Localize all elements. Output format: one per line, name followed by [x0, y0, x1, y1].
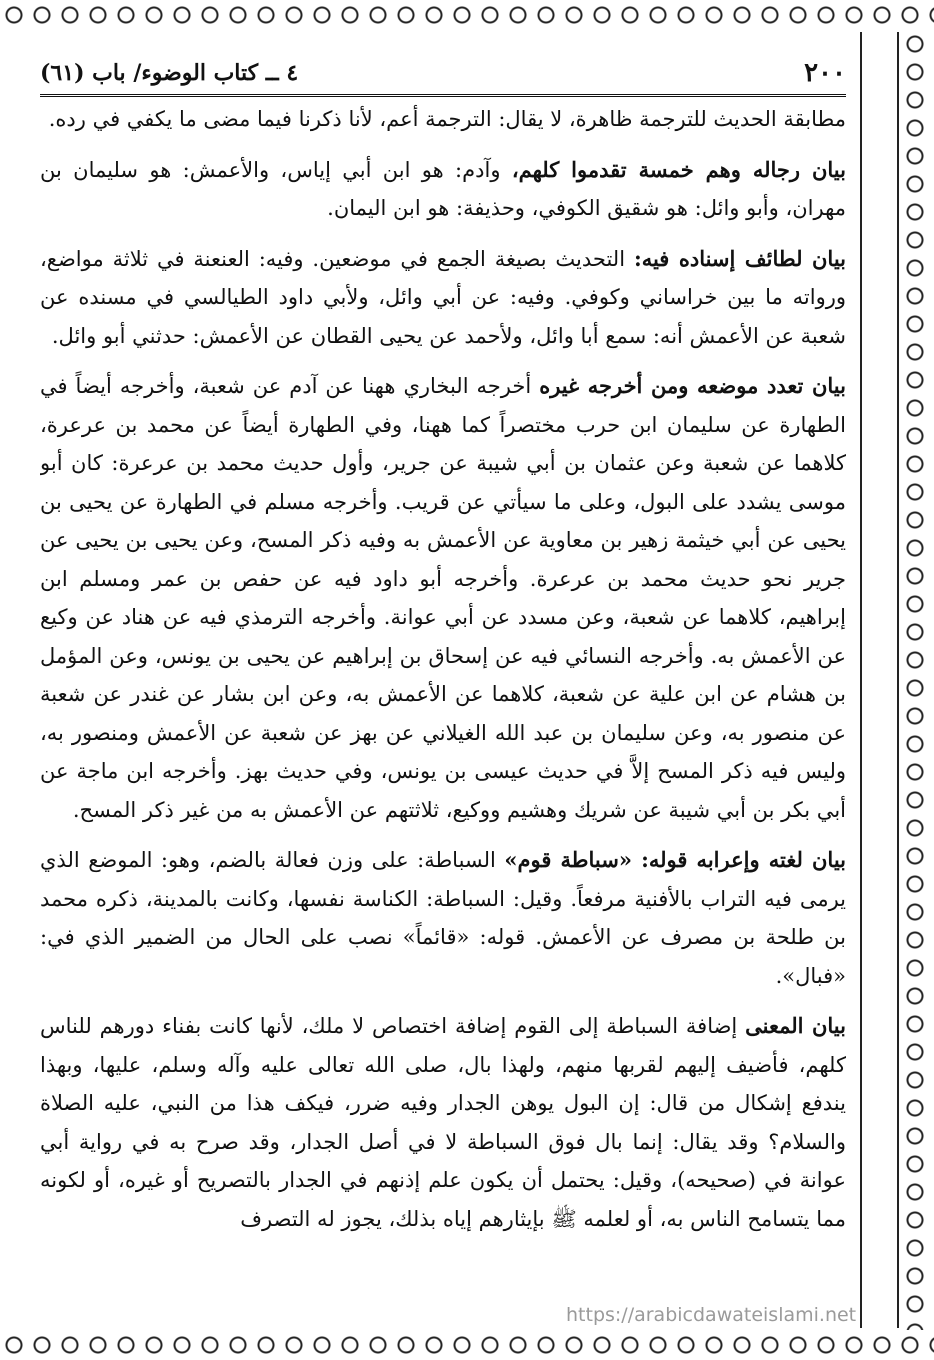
running-title: ٤ ــ كتاب الوضوء/ باب (٦١): [40, 60, 299, 86]
paragraph-meaning: [40, 1007, 846, 1238]
paragraph-text: التحديث بصيغة الجمع في موضعين. وفيه: العنعنة في ثلاثة مواضع، ورواته ما بين خراساني وكوفي. وفيه: عن أبي وائل، ولأبي داود الطيالسي في مسنده عن شعبة عن الأعمش أنه: سمع أبا وائل، ولأحمد عن يحيى القطان عن الأعمش: حدثني أبو وائل.: [40, 246, 846, 348]
watermark-url: https://arabicdawateislami.net: [566, 1304, 857, 1326]
page-header: [40, 52, 846, 97]
decorative-border-bottom: [0, 1330, 934, 1360]
paragraph-sources: [40, 367, 846, 829]
page-body: [40, 100, 846, 1320]
paragraph-lead: بيان تعدد موضعه ومن أخرجه غيره: [539, 373, 846, 398]
paragraph-text: مطابقة الحديث للترجمة ظاهرة، لا يقال: الترجمة أعم، لأنا ذكرنا فيما مضى ما يكفي في رده.: [48, 107, 846, 131]
paragraph-text: أخرجه البخاري ههنا عن آدم عن شعبة، وأخرجه أيضاً في الطهارة عن سليمان ابن حرب مختصراً كما ههنا، وفي الطهارة أيضاً عن محمد بن عرعرة، كلاهما عن شعبة وعن عثمان بن أبي شيبة عن جرير، وأول حديث محمد بن عرعرة: كان أبو موسى يشدد على البول، وعلى ما سيأتي عن قريب. وأخرجه مسلم في الطهارة عن يحيى بن يحيى عن أبي خيثمة زهير بن معاوية عن الأعمش به وفيه ذكر المسح، وعن يحيى بن يحيى عن جرير نحو حديث محمد بن عرعرة. وأخرجه أبو داود فيه عن حفص بن عمر ومسلم ابن إبراهيم، كلاهما عن شعبة، وعن مسدد عن أبي عوانة. وأخرجه الترمذي فيه عن هناد عن وكيع عن الأعمش به. وأخرجه النسائي فيه عن إسحاق بن إبراهيم عن يحيى بن يونس، وعن المؤمل بن هشام عن ابن علية عن شعبة، كلاهما عن الأعمش به، وعن ابن بشار عن غندر عن شعبة عن منصور به، وعن سليمان بن عبد الله الغيلاني عن بهز عن شعبة عن الأعمش ومنصور به، وليس فيه ذكر المسح إلاَّ في حديث عيسى بن يونس، وفي حديث بهز. وأخرجه ابن ماجة عن أبي بكر بن أبي شيبة عن شريك وهشيم ووكيع، ثلاثتهم عن الأعمش به من غير ذكر المسح.: [40, 374, 846, 822]
paragraph-text: وآدم: هو ابن أبي إياس، والأعمش: هو سليمان بن مهران، وأبو وائل: هو شقيق الكوفي، وحذيفة: هو ابن اليمان.: [40, 157, 846, 220]
paragraph-chain-features: [40, 240, 846, 356]
decorative-border-right: [900, 30, 930, 1330]
paragraph-lead: بيان لطائف إسناده فيه:: [633, 245, 846, 271]
paragraph-intro: [40, 100, 846, 139]
frame-rule-outer: [897, 32, 899, 1328]
paragraph-lead: بيان المعنى: [745, 1013, 846, 1038]
page-number: ٢٠٠: [804, 58, 846, 88]
paragraph-text: إضافة السباطة إلى القوم إضافة اختصاص لا ملك، لأنها كانت بفناء دورهم للناس كلهم، فأضيف إليهم لقربها منهم، ولهذا بال، صلى الله تعالى عليه وآله وسلم، عليها، وبهذا يندفع إشكال من قال: إن البول يوهن الجدار وفيه ضرر، فيكف هذا من النبي، عليه الصلاة والسلام؟ وقد يقال: إنما بال فوق السباطة لا في أصل الجدار، وقد صرح به في رواية أبي عوانة في (صحيحه)، وقيل: يحتمل أن يكون علم إذنهم في الجدار بالتصريح أو غيره، أو لكونه مما يتسامح الناس به، أو لعلمه ﷺ بإيثارهم إياه بذلك، يجوز له التصرف: [40, 1014, 846, 1231]
decorative-border-top: [0, 0, 934, 30]
paragraph-language: [40, 841, 846, 995]
paragraph-lead: بيان رجاله وهم خمسة تقدموا كلهم،: [511, 156, 846, 182]
frame-rule-inner: [860, 32, 862, 1328]
paragraph-lead: بيان لغته وإعرابه قوله: «سباطة قوم»: [504, 847, 846, 872]
paragraph-narrators: [40, 151, 846, 228]
paragraph-text: السباطة: على وزن فعالة بالضم، وهو: الموضع الذي يرمى فيه التراب بالأفنية مرفعاً. وقيل: السباطة: الكناسة نفسها، وكانت بالمدينة، ذكره محمد بن طلحة بن مصرف عن الأعمش. قوله: «قائماً» نصب على الحال من الضمير الذي في: «فبال».: [40, 848, 846, 988]
